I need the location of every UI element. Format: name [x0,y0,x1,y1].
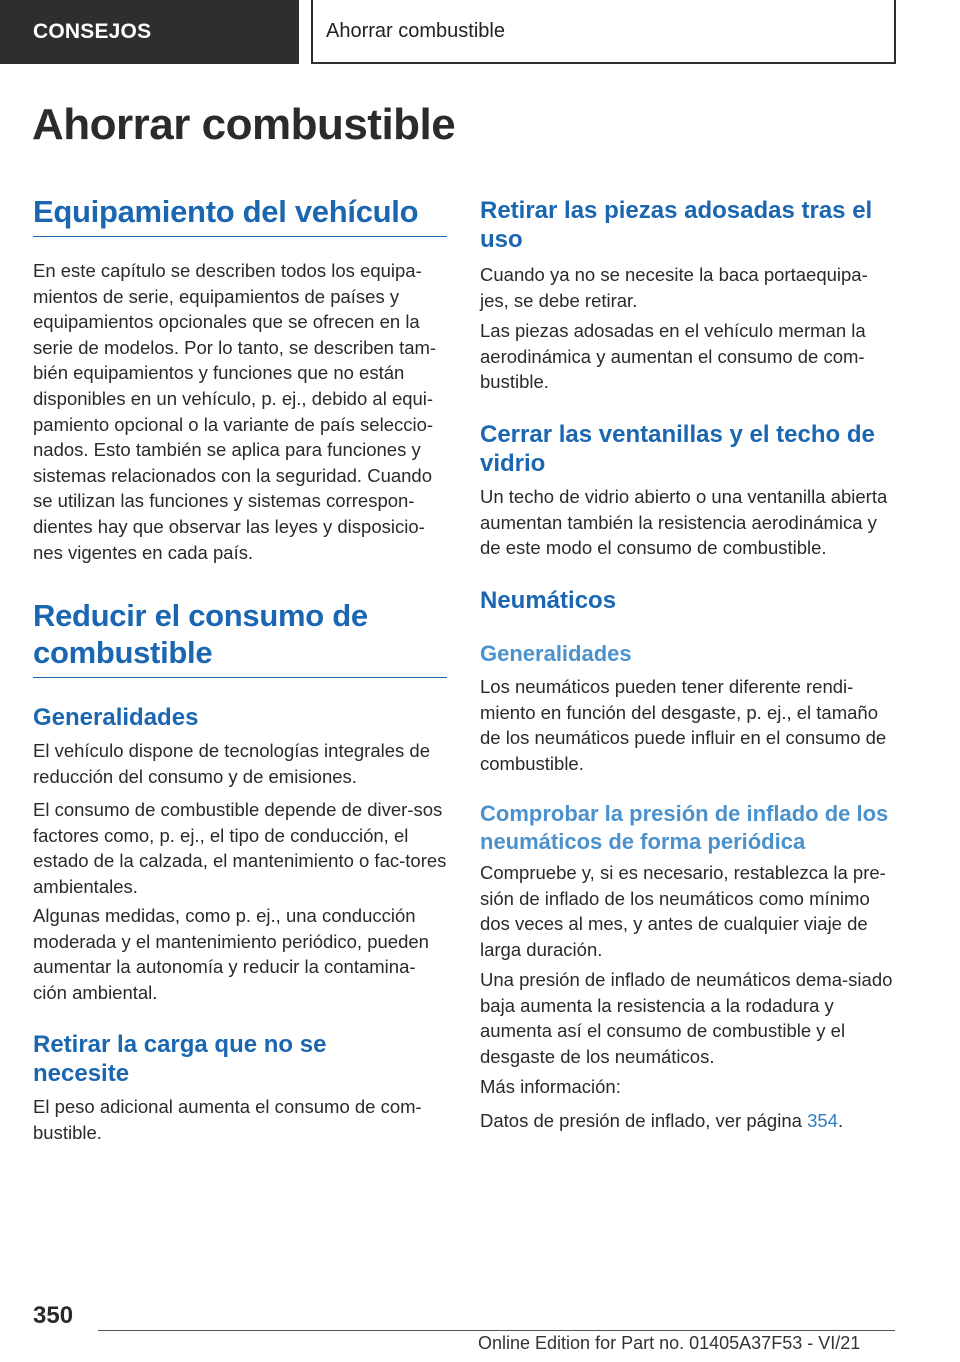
edition-info: Online Edition for Part no. 01405A37F53 - VI/21 [478,1333,861,1353]
equipment-heading: Equipamiento del vehículo [33,193,447,237]
remove-parts-heading: Retirar las piezas adosadas tras el uso [480,197,873,253]
general-paragraph-1: El vehículo dispone de tecnologías integrales de reducción del consumo y de emisiones. [33,740,430,787]
remove-cargo-paragraph: El peso adicional aumenta el consumo de com-bustible. [33,1096,422,1143]
pressure-reference-text: Datos de presión de inflado, ver página [480,1110,808,1131]
pressure-reference-end: . [837,1110,844,1131]
tires-heading: Neumáticos [480,587,617,614]
section-tab [0,0,299,64]
footer-divider [98,1330,895,1331]
general-paragraph-3: Algunas medidas, como p. ej., una conducción moderada y el mantenimiento periódico, pueden aumentar la autonomía y reducir la contamina-ción ambiental. [33,905,429,1003]
reduce-consumption-heading: Reducir el consumo de combustible [33,597,447,678]
tire-pressure-paragraph-1: Compruebe y, si es necesario, restablezca la pre-sión de inflado de los neumáticos como mínimo dos veces al mes, y antes de cualquier viaje de larga duración. [480,862,886,960]
more-info-label: Más información: [480,1076,621,1097]
page-354-link[interactable]: 354 [807,1110,838,1131]
equipment-paragraph: En este capítulo se describen todos los equipa-mientos de serie, equipamientos de países y equipamientos opcionales que se ofrecen en la serie de modelos. Por lo tanto, se describen tam-bién equipamientos y funciones que no están disponibles en un vehículo, p. ej., debido al equi-pamiento opcional o la variante de país seleccio-nados. Esto también se aplica para funciones y sistemas relacionados con la seguridad. Cuando se utilizan las funciones y sistemas correspon-dientes hay que observar las leyes y disposicio-nes vigentes en cada país. [33,260,437,563]
close-windows-paragraph: Un techo de vidrio abierto o una ventanilla abierta aumentan también la resistencia aerodinámica y de este modo el consumo de combustible. [480,486,888,559]
tires-general-paragraph: Los neumáticos pueden tener diferente rendi-miento en función del desgaste, p. ej., el tamaño de los neumáticos puede influir en el consumo de combustible. [480,676,887,774]
page-number: 350 [33,1302,74,1329]
remove-cargo-heading: Retirar la carga que no se necesite [33,1031,327,1087]
remove-parts-paragraph-2: Las piezas adosadas en el vehículo merman la aerodinámica y aumentan el consumo de com-bustible. [480,320,866,393]
close-windows-heading: Cerrar las ventanillas y el techo de vidrio [480,421,875,477]
tire-pressure-paragraph-2: Una presión de inflado de neumáticos dema-siado baja aumenta la resistencia a la rodadura y aumenta así el consumo de combustible y el desgaste de los neumáticos. [480,969,893,1067]
tire-pressure-heading: Comprobar la presión de inflado de los neumáticos de forma periódica [480,801,889,854]
chapter-label: Ahorrar combustible [326,19,505,42]
general-paragraph-2: El consumo de combustible depende de diver-sos factores como, p. ej., el tipo de conducción, el estado de la calzada, el mantenimiento o fac-tores ambientales. [33,799,447,897]
section-label: CONSEJOS [33,20,152,43]
chapter-header [311,0,896,64]
general-heading: Generalidades [33,704,199,731]
pressure-reference [480,1108,896,1134]
tires-general-heading: Generalidades [480,641,632,666]
remove-parts-paragraph-1: Cuando ya no se necesite la baca portaequipa-jes, se debe retirar. [480,264,868,311]
page-title: Ahorrar combustible [32,100,456,149]
